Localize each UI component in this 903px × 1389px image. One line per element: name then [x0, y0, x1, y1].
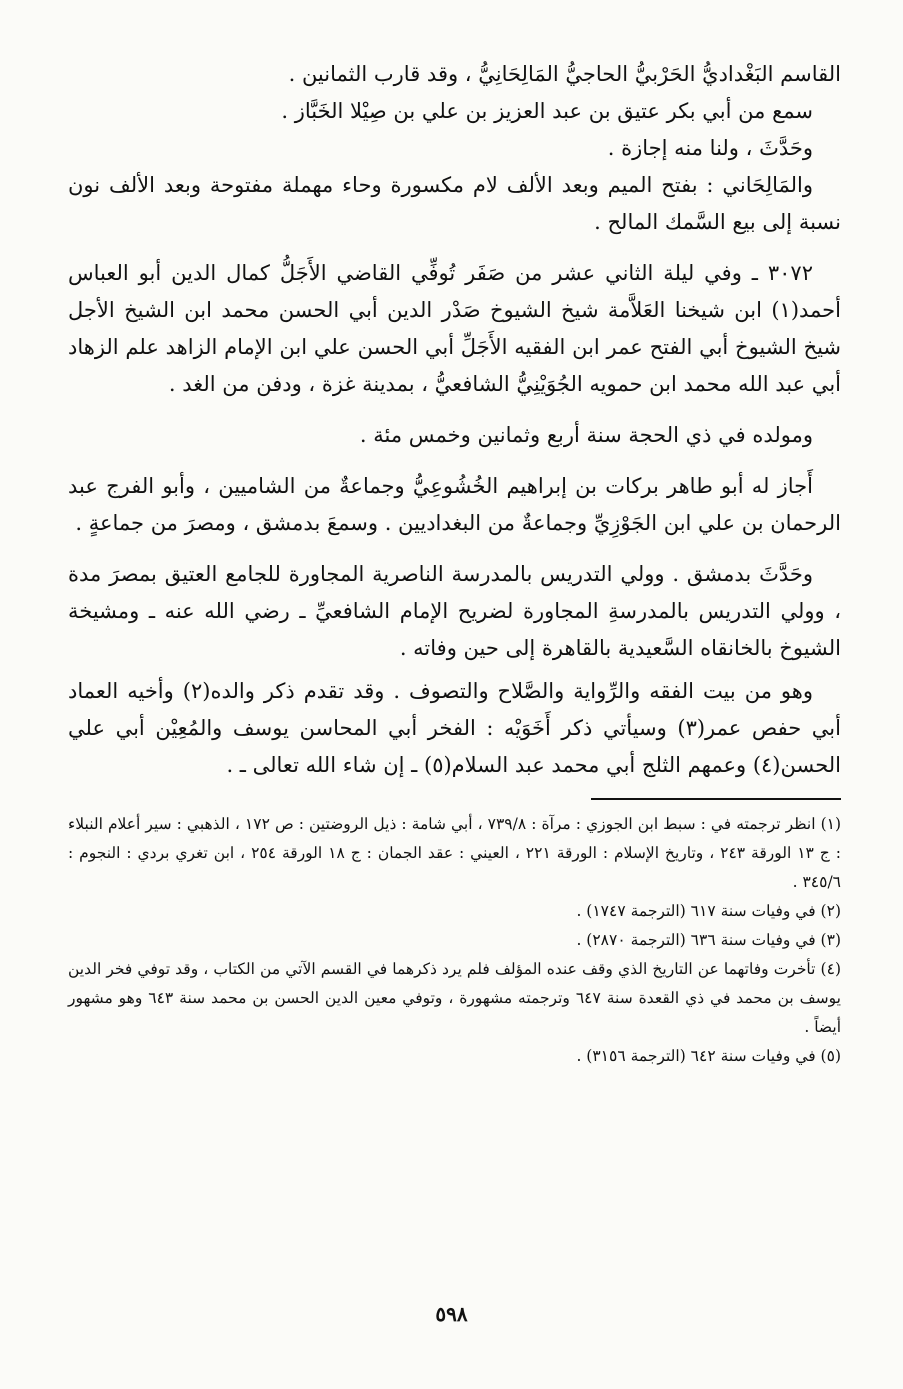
paragraph-sama: سمع من أبي بكر عتيق بن عبد العزيز بن علي بن صِيْلا الخَبَّاز . — [281, 99, 813, 123]
footnote-2: (٢) في وفيات سنة ٦١٧ (الترجمة ١٧٤٧) . — [576, 902, 841, 920]
footnote-1: (١) انظر ترجمته في : سبط ابن الجوزي : مرآة : ٧٣٩/٨ ، أبي شامة : ذيل الروضتين : ص ١٧٢ ، الذهبي : سير أعلام النبلاء : ج ١٣ الورقة ٢٤٣ ، وتاريخ الإسلام : الورقة ٢٢١ ، العيني : عقد الجمان : ج ١٨ الورقة ٢٥٤ ، ابن تغري بردي : النجوم : ٣٤٥/٦ . — [68, 815, 842, 891]
paragraph-nisba: والمَالِحَاني : بفتح الميم وبعد الألف لام مكسورة وحاء مهملة مفتوحة وبعد الألف نون نسبة إلى بيع السَّمك المالح . — [68, 173, 841, 234]
footnotes — [68, 810, 841, 1071]
main-text — [68, 56, 841, 784]
footnote-4: (٤) تأخرت وفاتهما عن التاريخ الذي وقف عنده المؤلف فلم يرد ذكرهما في القسم الآتي من الكتاب ، وقد توفي فخر الدين يوسف بن محمد في ذي القعدة سنة ٦٤٧ وترجمته مشهورة ، وتوفي معين الدين الحسن بن محمد سنة ٦٤٣ وهو مشهور أيضاً . — [68, 960, 841, 1036]
paragraph-ijaza: أَجاز له أبو طاهر بركات بن إبراهيم الخُشُوعِيُّ وجماعةٌ من الشاميين ، وأبو الفرج عبد الرحمان بن علي ابن الجَوْزِيِّ وجماعةٌ من البغداديين . وسمعَ بدمشق ، ومصرَ من جماعةٍ . — [68, 474, 841, 535]
page-number: ٥٩٨ — [435, 1302, 468, 1326]
paragraph-haddatha: وحَدَّثَ ، ولنا منه إجازة . — [607, 136, 813, 160]
paragraph-birth: ومولده في ذي الحجة سنة أربع وثمانين وخمس مئة . — [359, 423, 813, 447]
paragraph-entry-3072: ٣٠٧٢ ـ وفي ليلة الثاني عشر من صَفَر تُوفِّي القاضي الأَجَلُّ كمال الدين أبو العباس أحمد(١) ابن شيخنا العَلاَّمة شيخ الشيوخ صَدْر الدين أبي الحسن محمد ابن الشيخ الأجل شيخ الشيوخ أبي الفتح عمر ابن الفقيه الأَجَلِّ أبي الحسن علي ابن الإمام الزاهد علم الزهاد أبي عبد الله محمد ابن حمويه الجُوَيْنِيُّ الشافعيُّ ، بمدينة غزة ، ودفن من الغد . — [68, 261, 841, 396]
paragraph-teaching: وحَدَّثَ بدمشق . وولي التدريس بالمدرسة الناصرية المجاورة للجامع العتيق بمصرَ مدة ، وولي التدريس بالمدرسةِ المجاورة لضريح الإمام الشافعيِّ ـ رضي الله عنه ـ ومشيخة الشيوخ بالخانقاه السَّعيدية بالقاهرة إلى حين وفاته . — [68, 562, 841, 660]
footnote-5: (٥) في وفيات سنة ٦٤٢ (الترجمة ٣١٥٦) . — [576, 1047, 841, 1065]
footnote-divider — [591, 798, 841, 800]
footnote-3: (٣) في وفيات سنة ٦٣٦ (الترجمة ٢٨٧٠) . — [576, 931, 841, 949]
paragraph-family: وهو من بيت الفقه والرِّواية والصَّلاح والتصوف . وقد تقدم ذكر والده(٢) وأخيه العماد أبي حفص عمر(٣) وسيأتي ذكر أَخَوَيْه : الفخر أبي المحاسن يوسف والمُعِيْن أبي علي الحسن(٤) وعمهم الثلج أبي محمد عبد السلام(٥) ـ إن شاء الله تعالى ـ . — [68, 679, 841, 777]
paragraph-continuation: القاسم البَغْداديُّ الحَرْبيُّ الحاجيُّ المَالِحَانِيُّ ، وقد قارب الثمانين . — [288, 62, 841, 86]
